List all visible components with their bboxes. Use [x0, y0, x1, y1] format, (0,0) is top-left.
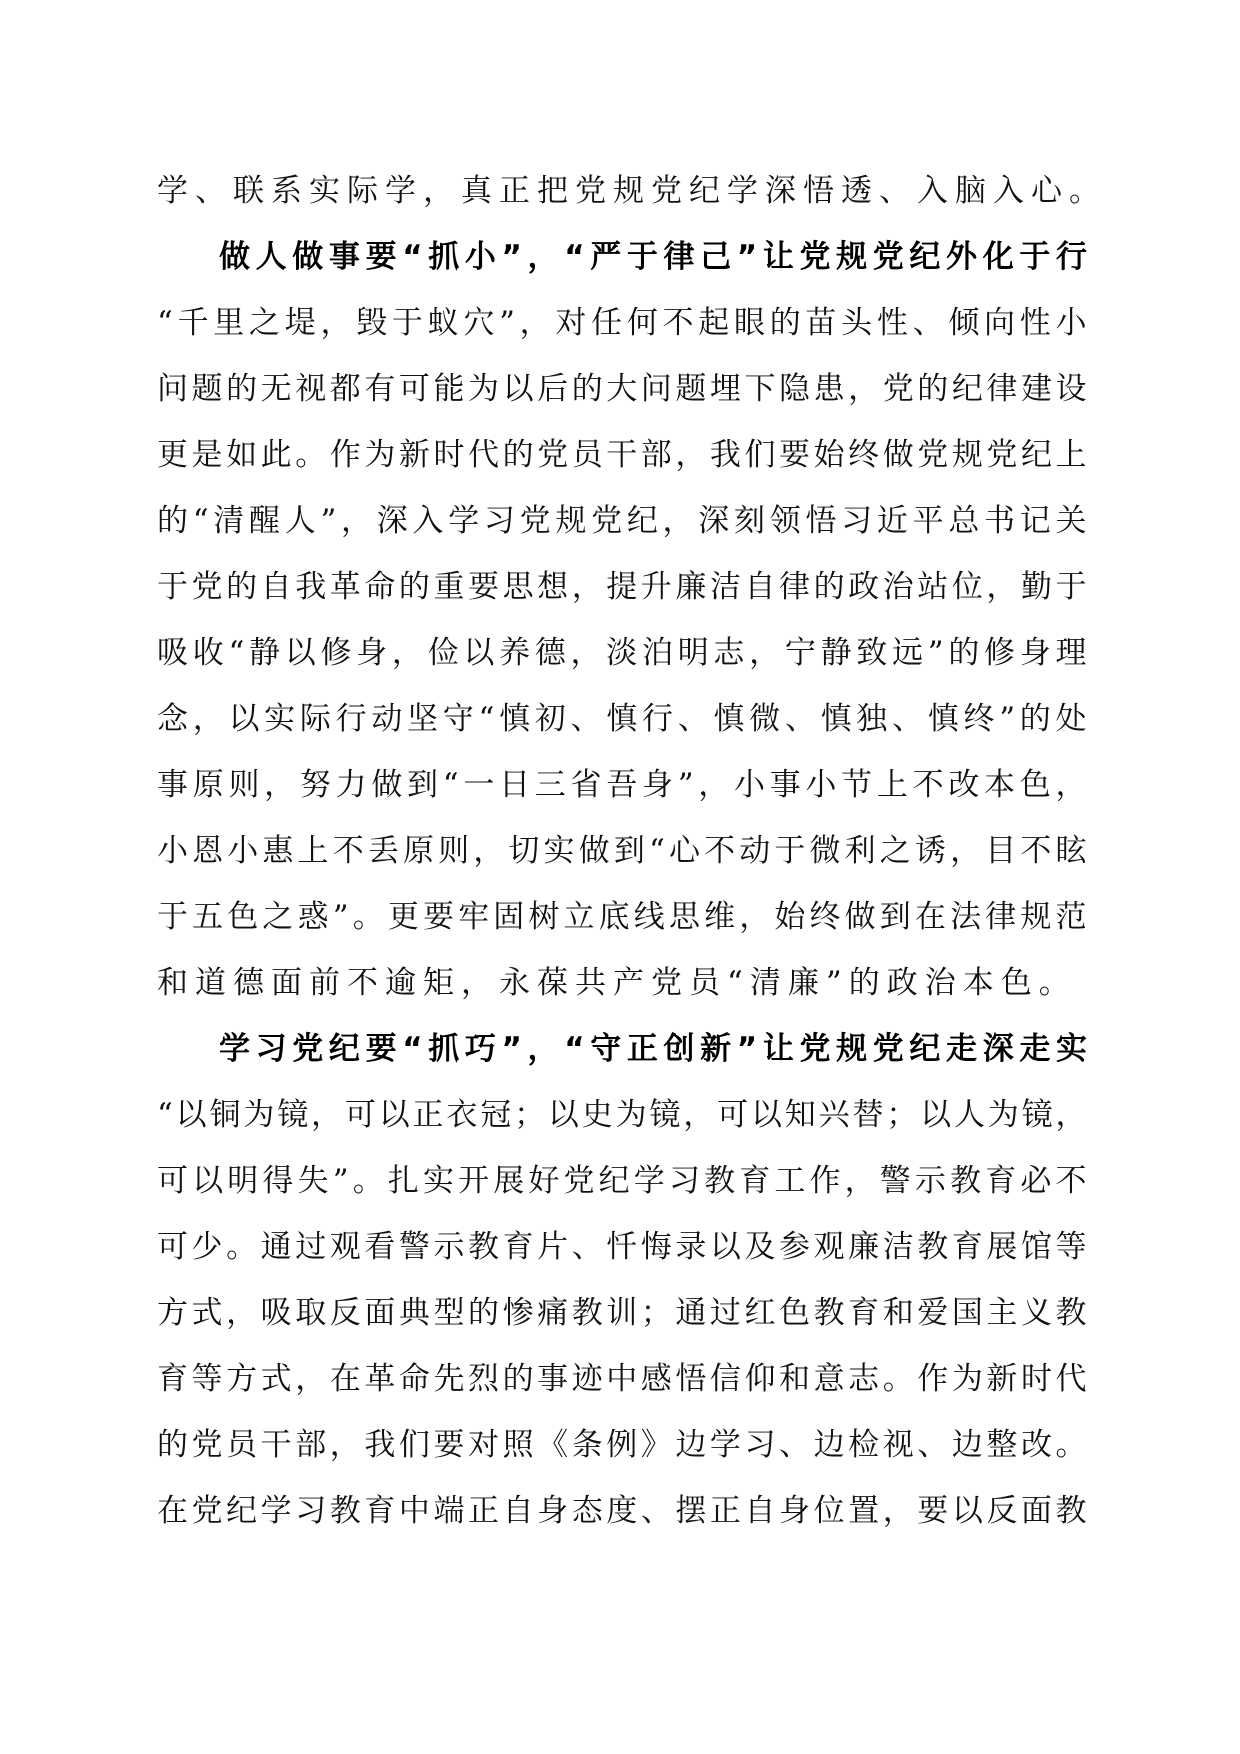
section-1-line: 的“清醒人”，深入学习党规党纪，深刻领悟习近平总书记关: [157, 503, 1087, 539]
section-2-heading: 学习党纪要“抓巧”，“守正创新”让党规党纪走深走实: [219, 1031, 1087, 1067]
section-1-line: 更是如此。作为新时代的党员干部，我们要始终做党规党纪上: [157, 437, 1087, 473]
section-1-line: 念，以实际行动坚守“慎初、慎行、慎微、慎独、慎终”的处: [157, 701, 1087, 737]
section-1-line: 和道德面前不逾矩，永葆共产党员“清廉”的政治本色。: [157, 965, 1077, 1001]
section-2-line: 可以明得失”。扎实开展好党纪学习教育工作，警示教育必不: [157, 1163, 1087, 1199]
section-1-line: 于党的自我革命的重要思想，提升廉洁自律的政治站位，勤于: [157, 569, 1087, 605]
section-1-line: “千里之堤，毁于蚁穴”，对任何不起眼的苗头性、倾向性小: [157, 305, 1087, 341]
section-1-line: 事原则，努力做到“一日三省吾身”，小事小节上不改本色，: [157, 767, 1087, 803]
section-2-line: 在党纪学习教育中端正自身态度、摆正自身位置，要以反面教: [157, 1493, 1087, 1529]
section-2-line: 的党员干部，我们要对照《条例》边学习、边检视、边整改。: [157, 1427, 1087, 1463]
section-1-line: 问题的无视都有可能为以后的大问题埋下隐患，党的纪律建设: [157, 371, 1087, 407]
section-1-line: 于五色之惑”。更要牢固树立底线思维，始终做到在法律规范: [157, 899, 1087, 935]
section-1-line: 吸收“静以修身，俭以养德，淡泊明志，宁静致远”的修身理: [157, 635, 1087, 671]
document-body: [157, 158, 1107, 1544]
intro-line: 学、联系实际学，真正把党规党纪学深悟透、入脑入心。: [157, 173, 1107, 209]
section-2-line: 育等方式，在革命先烈的事迹中感悟信仰和意志。作为新时代: [157, 1361, 1087, 1397]
section-2-line: 方式，吸取反面典型的惨痛教训；通过红色教育和爱国主义教: [157, 1295, 1087, 1331]
section-2-line: 可少。通过观看警示教育片、忏悔录以及参观廉洁教育展馆等: [157, 1229, 1087, 1265]
section-1-heading: 做人做事要“抓小”，“严于律己”让党规党纪外化于行: [219, 239, 1087, 275]
section-1-line: 小恩小惠上不丢原则，切实做到“心不动于微利之诱，目不眩: [157, 833, 1087, 869]
section-2-line: “以铜为镜，可以正衣冠；以史为镜，可以知兴替；以人为镜，: [157, 1097, 1087, 1133]
